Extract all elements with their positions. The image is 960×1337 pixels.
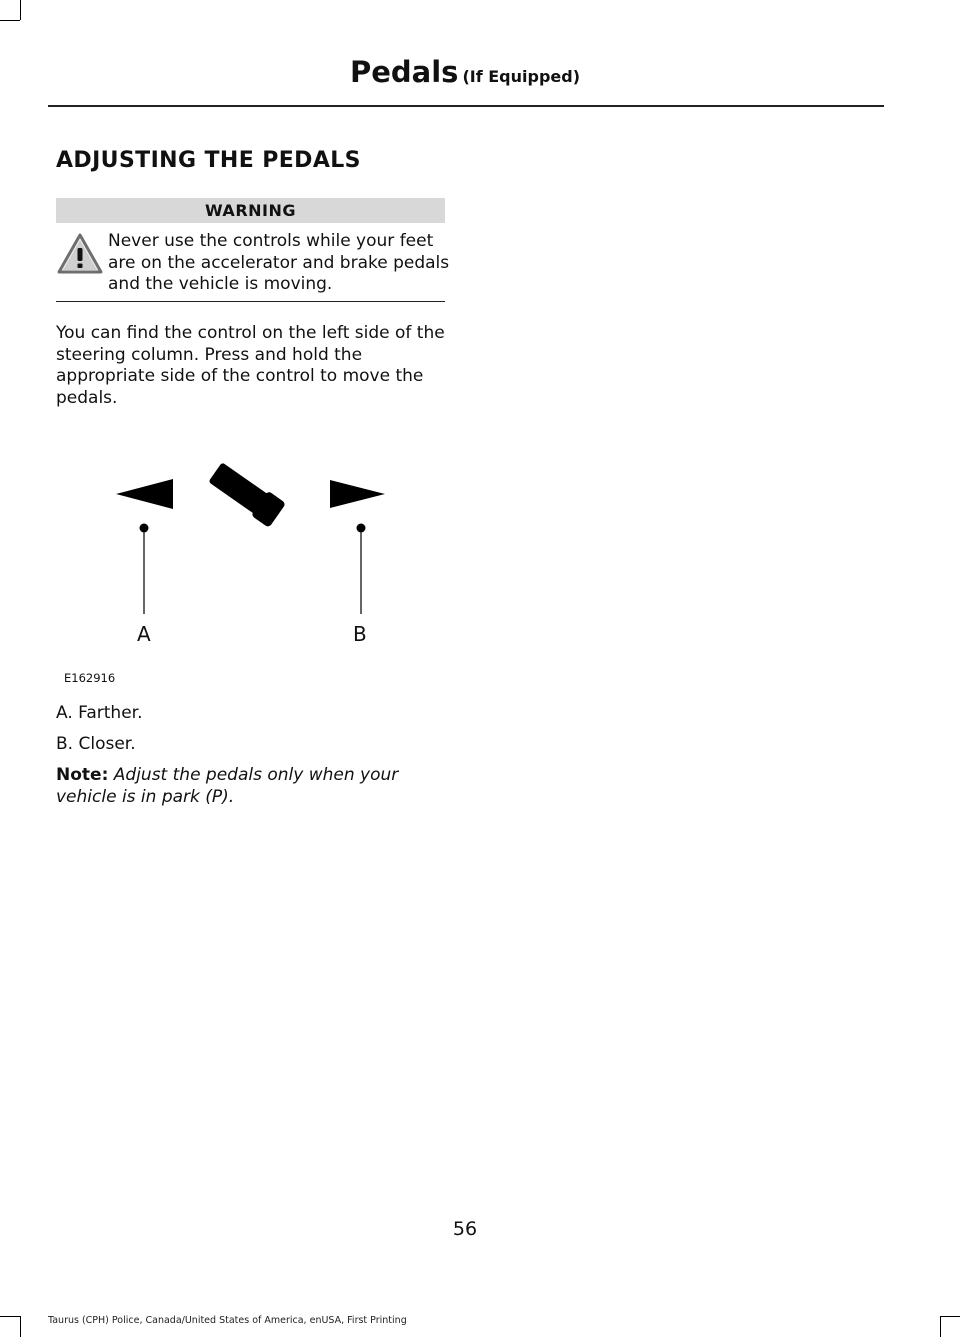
crop-mark-bottom-right-vertical — [940, 1316, 941, 1337]
page-number: 56 — [452, 1218, 478, 1240]
warning-label: WARNING — [56, 198, 445, 223]
warning-divider — [56, 301, 445, 302]
page-header — [0, 55, 930, 89]
note-label: Note: — [56, 765, 109, 785]
right-arrow-icon — [330, 480, 385, 508]
note — [56, 764, 456, 808]
pedal-control-figure — [56, 440, 445, 690]
crop-mark-bottom-right — [940, 1316, 960, 1317]
crop-mark-top-left-vertical — [20, 0, 21, 20]
callout-a-leader — [140, 524, 149, 615]
section-title: ADJUSTING THE PEDALS — [56, 148, 361, 173]
callout-a-label: A — [137, 622, 151, 646]
pedal-icon — [207, 460, 286, 528]
header-divider — [48, 105, 884, 107]
callout-b-leader — [357, 524, 366, 615]
left-arrow-icon — [116, 479, 173, 509]
footer-text: Taurus (CPH) Police, Canada/United States of America, enUSA, First Printing — [48, 1315, 407, 1326]
crop-mark-bottom-left-vertical — [20, 1316, 21, 1337]
crop-mark-top-left — [0, 20, 20, 21]
legend-item-b: B. Closer. — [56, 734, 136, 754]
note-text: Adjust the pedals only when your vehicle is in park (P). — [56, 765, 399, 807]
header-subtitle: (If Equipped) — [462, 67, 581, 86]
legend-item-a: A. Farther. — [56, 703, 143, 723]
crop-mark-bottom-left — [0, 1316, 20, 1317]
warning-triangle-icon — [56, 232, 104, 276]
callout-b-label: B — [353, 622, 367, 646]
body-paragraph: You can find the control on the left side of the steering column. Press and hold the appropriate side of the control to move the pedals. — [56, 323, 445, 408]
header-title: Pedals — [349, 55, 459, 89]
warning-text: Never use the controls while your feet are on the accelerator and brake pedals and the vehicle is moving. — [108, 231, 450, 294]
figure-code: E162916 — [64, 671, 116, 685]
